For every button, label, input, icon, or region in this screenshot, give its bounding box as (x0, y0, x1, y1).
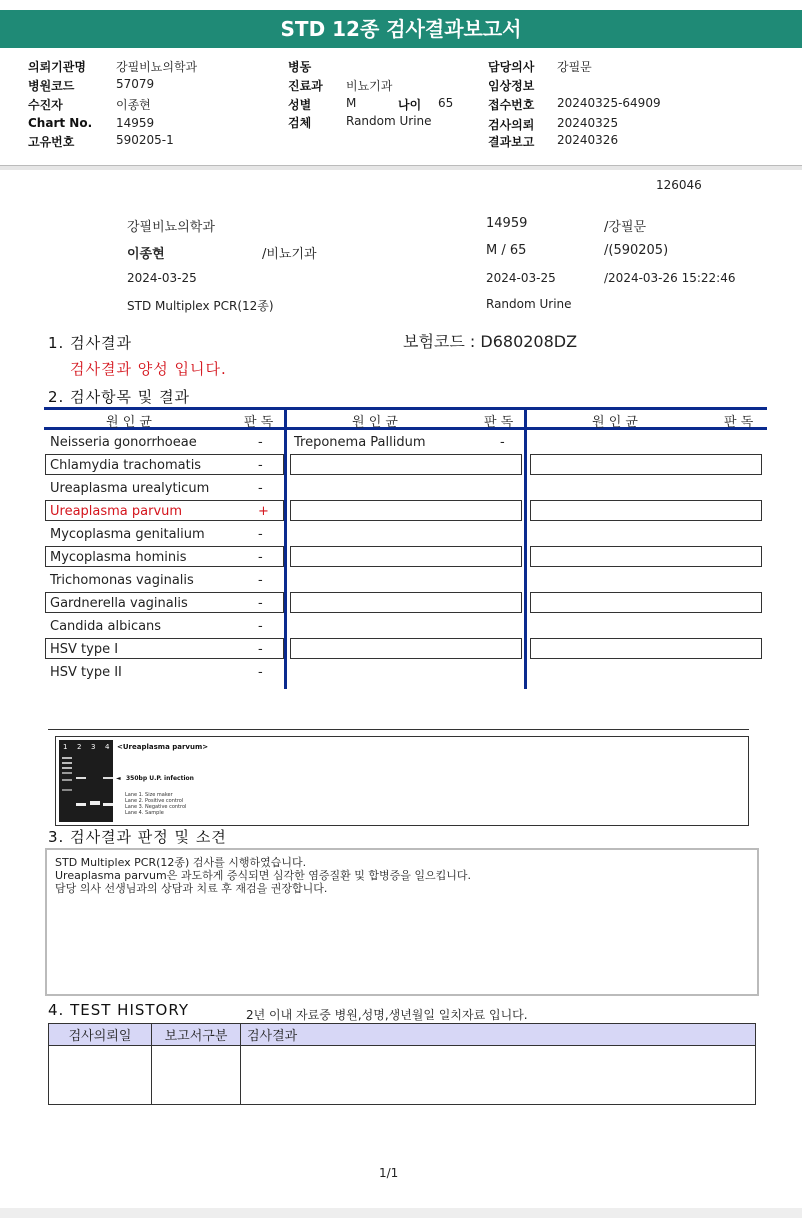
section2-title: 2. 검사항목 및 결과 (48, 388, 191, 406)
pathogen-result: - (258, 573, 263, 588)
value-request-date: 20240325 (557, 116, 619, 130)
label-hospital-code: 병원코드 (28, 79, 75, 93)
info-specimen: Random Urine (486, 297, 572, 311)
row-box (530, 546, 762, 567)
history-cell (152, 1046, 241, 1105)
gel-legend-item: Lane 1. Size maker (125, 792, 173, 798)
history-header-cell: 검사결과 (241, 1024, 756, 1046)
gel-band (62, 779, 72, 781)
page-number: 1/1 (379, 1166, 399, 1180)
pathogen-name: Mycoplasma hominis (50, 550, 187, 565)
info-clinic: 강필비뇨의학과 (127, 220, 215, 235)
history-table (48, 1023, 756, 1105)
pathogen-name: Trichomonas vaginalis (50, 573, 194, 588)
gel-figure-frame (55, 736, 749, 826)
gel-legend-item: Lane 2. Positive control (125, 798, 184, 804)
label-department: 진료과 (288, 79, 323, 93)
value-patient: 이종현 (116, 98, 151, 112)
info-birth: /(590205) (604, 243, 669, 258)
table-header-line (44, 427, 767, 430)
gel-band (103, 803, 113, 806)
pathogen-name: Neisseria gonorrhoeae (50, 435, 197, 450)
pathogen-name: HSV type II (50, 665, 122, 680)
gel-band (90, 801, 100, 805)
label-report-date: 결과보고 (488, 135, 535, 149)
info-chart: 14959 (486, 216, 528, 231)
row-box (290, 500, 522, 521)
footer-bar (0, 1208, 802, 1218)
label-clinic: 의뢰기관명 (28, 60, 86, 74)
label-chart-no: Chart No. (28, 116, 93, 130)
row-box (530, 638, 762, 659)
pathogen-name: Candida albicans (50, 619, 162, 634)
history-header-row (49, 1024, 756, 1046)
label-doctor: 담당의사 (488, 60, 535, 74)
history-cell (49, 1046, 152, 1105)
section4-title: 4. TEST HISTORY (48, 1001, 189, 1019)
pathogen-result: - (258, 642, 263, 657)
pathogen-name: Ureaplasma parvum (50, 504, 183, 519)
gel-band (62, 762, 72, 764)
header-block (0, 48, 802, 166)
label-receipt-no: 접수번호 (488, 98, 535, 112)
info-date2: 2024-03-25 (486, 271, 556, 285)
result-table (44, 407, 767, 689)
document-number: 126046 (656, 178, 702, 192)
value-receipt-no: 20240325-64909 (557, 96, 661, 110)
history-header-cell: 보고서구분 (152, 1024, 241, 1046)
gel-lane-label: 1 (63, 743, 68, 751)
gel-band (76, 803, 86, 806)
history-note: 2년 이내 자료중 병원,성명,생년월일 일치자료 입니다. (246, 1008, 528, 1022)
pathogen-result: - (258, 596, 263, 611)
gel-title: <Ureaplasma parvum> (117, 743, 209, 751)
info-test-name: STD Multiplex PCR(12종) (127, 299, 274, 313)
gel-band (62, 772, 72, 774)
opinion-line: STD Multiplex PCR(12종) 검사를 시행하였습니다. (55, 856, 307, 869)
header-pathogen-3: 원 인 균 (592, 415, 638, 430)
value-report-date: 20240326 (557, 133, 619, 147)
gel-band (76, 777, 86, 779)
history-header-cell: 검사의뢰일 (49, 1024, 152, 1046)
value-department: 비뇨기과 (346, 79, 393, 93)
section1-title: 1. 검사결과 (48, 334, 133, 352)
value-age: 65 (438, 96, 454, 110)
gel-lane-label: 3 (91, 743, 96, 751)
pathogen-result: - (258, 527, 263, 542)
label-specimen: 검체 (288, 116, 312, 130)
gel-top-rule (48, 729, 749, 730)
row-box (290, 592, 522, 613)
gel-legend-item: Lane 3. Negative control (125, 804, 187, 810)
section3-title: 3. 검사결과 판정 및 소견 (48, 828, 227, 846)
pathogen-result: - (258, 619, 263, 634)
table-top-line (44, 407, 767, 410)
value-chart-no: 14959 (116, 116, 155, 130)
row-box (290, 546, 522, 567)
label-age: 나이 (398, 98, 422, 112)
value-specimen: Random Urine (346, 114, 432, 128)
value-sex: M (346, 96, 357, 110)
pathogen-name: Treponema Pallidum (294, 435, 426, 450)
gel-band-label: 350bp U.P. infection (126, 775, 194, 782)
column-divider-1 (284, 407, 287, 689)
info-doctor: /강필문 (604, 220, 647, 235)
info-patient: 이종현 (127, 247, 165, 262)
history-cell (241, 1046, 756, 1105)
label-sex: 성별 (288, 98, 312, 112)
info-dept: /비뇨기과 (262, 247, 317, 262)
info-date1: 2024-03-25 (127, 271, 197, 285)
header-result-1: 판 독 (244, 415, 274, 430)
result-summary: 검사결과 양성 입니다. (70, 360, 227, 378)
insurance-code: 보험코드 : D680208DZ (403, 332, 578, 351)
row-box (290, 454, 522, 475)
label-patient: 수진자 (28, 98, 63, 112)
gel-band-arrow: ◄ (116, 775, 121, 782)
gel-band (62, 767, 72, 769)
opinion-line: 담당 의사 선생님과의 상담과 치료 후 재검을 권장합니다. (55, 882, 328, 895)
gel-band (103, 777, 113, 779)
value-unique-no: 590205-1 (116, 133, 174, 147)
history-empty-row (49, 1046, 756, 1105)
header-pathogen-1: 원 인 균 (106, 415, 152, 430)
pathogen-result: - (258, 665, 263, 680)
pathogen-result: - (258, 435, 263, 450)
row-box (530, 500, 762, 521)
label-request-date: 검사의뢰 (488, 118, 535, 132)
pathogen-result: - (258, 481, 263, 496)
header-result-2: 판 독 (484, 415, 514, 430)
info-sex-age: M / 65 (486, 243, 527, 258)
pathogen-result: + (258, 504, 269, 519)
row-box (530, 592, 762, 613)
value-hospital-code: 57079 (116, 77, 155, 91)
row-box (290, 638, 522, 659)
gel-lane-label: 4 (105, 743, 110, 751)
pathogen-result: - (258, 458, 263, 473)
pathogen-name: Ureaplasma urealyticum (50, 481, 210, 496)
opinion-box (45, 848, 759, 996)
header-pathogen-2: 원 인 균 (352, 415, 398, 430)
value-clinic: 강필비뇨의학과 (116, 60, 198, 74)
gel-band (62, 757, 72, 759)
opinion-line: Ureaplasma parvum은 과도하게 증식되면 심각한 염증질환 및 합병증을 일으킵니다. (55, 869, 471, 882)
report-title: STD 12종 검사결과보고서 (0, 10, 802, 48)
gel-band (62, 789, 72, 791)
pathogen-result: - (500, 435, 505, 450)
gel-lane-label: 2 (77, 743, 82, 751)
info-report-time: /2024-03-26 15:22:46 (604, 271, 736, 285)
header-separator (0, 165, 802, 170)
label-unique-no: 고유번호 (28, 135, 75, 149)
pathogen-result: - (258, 550, 263, 565)
row-box (530, 454, 762, 475)
gel-legend-item: Lane 4. Sample (125, 810, 164, 816)
label-ward: 병동 (288, 60, 312, 74)
value-doctor: 강필문 (557, 60, 592, 74)
column-divider-2 (524, 407, 527, 689)
pathogen-name: HSV type I (50, 642, 119, 657)
header-result-3: 판 독 (724, 415, 754, 430)
pathogen-name: Chlamydia trachomatis (50, 458, 202, 473)
gel-image (56, 737, 748, 825)
pathogen-name: Gardnerella vaginalis (50, 596, 188, 611)
pathogen-name: Mycoplasma genitalium (50, 527, 205, 542)
label-clinical-info: 임상정보 (488, 79, 535, 93)
